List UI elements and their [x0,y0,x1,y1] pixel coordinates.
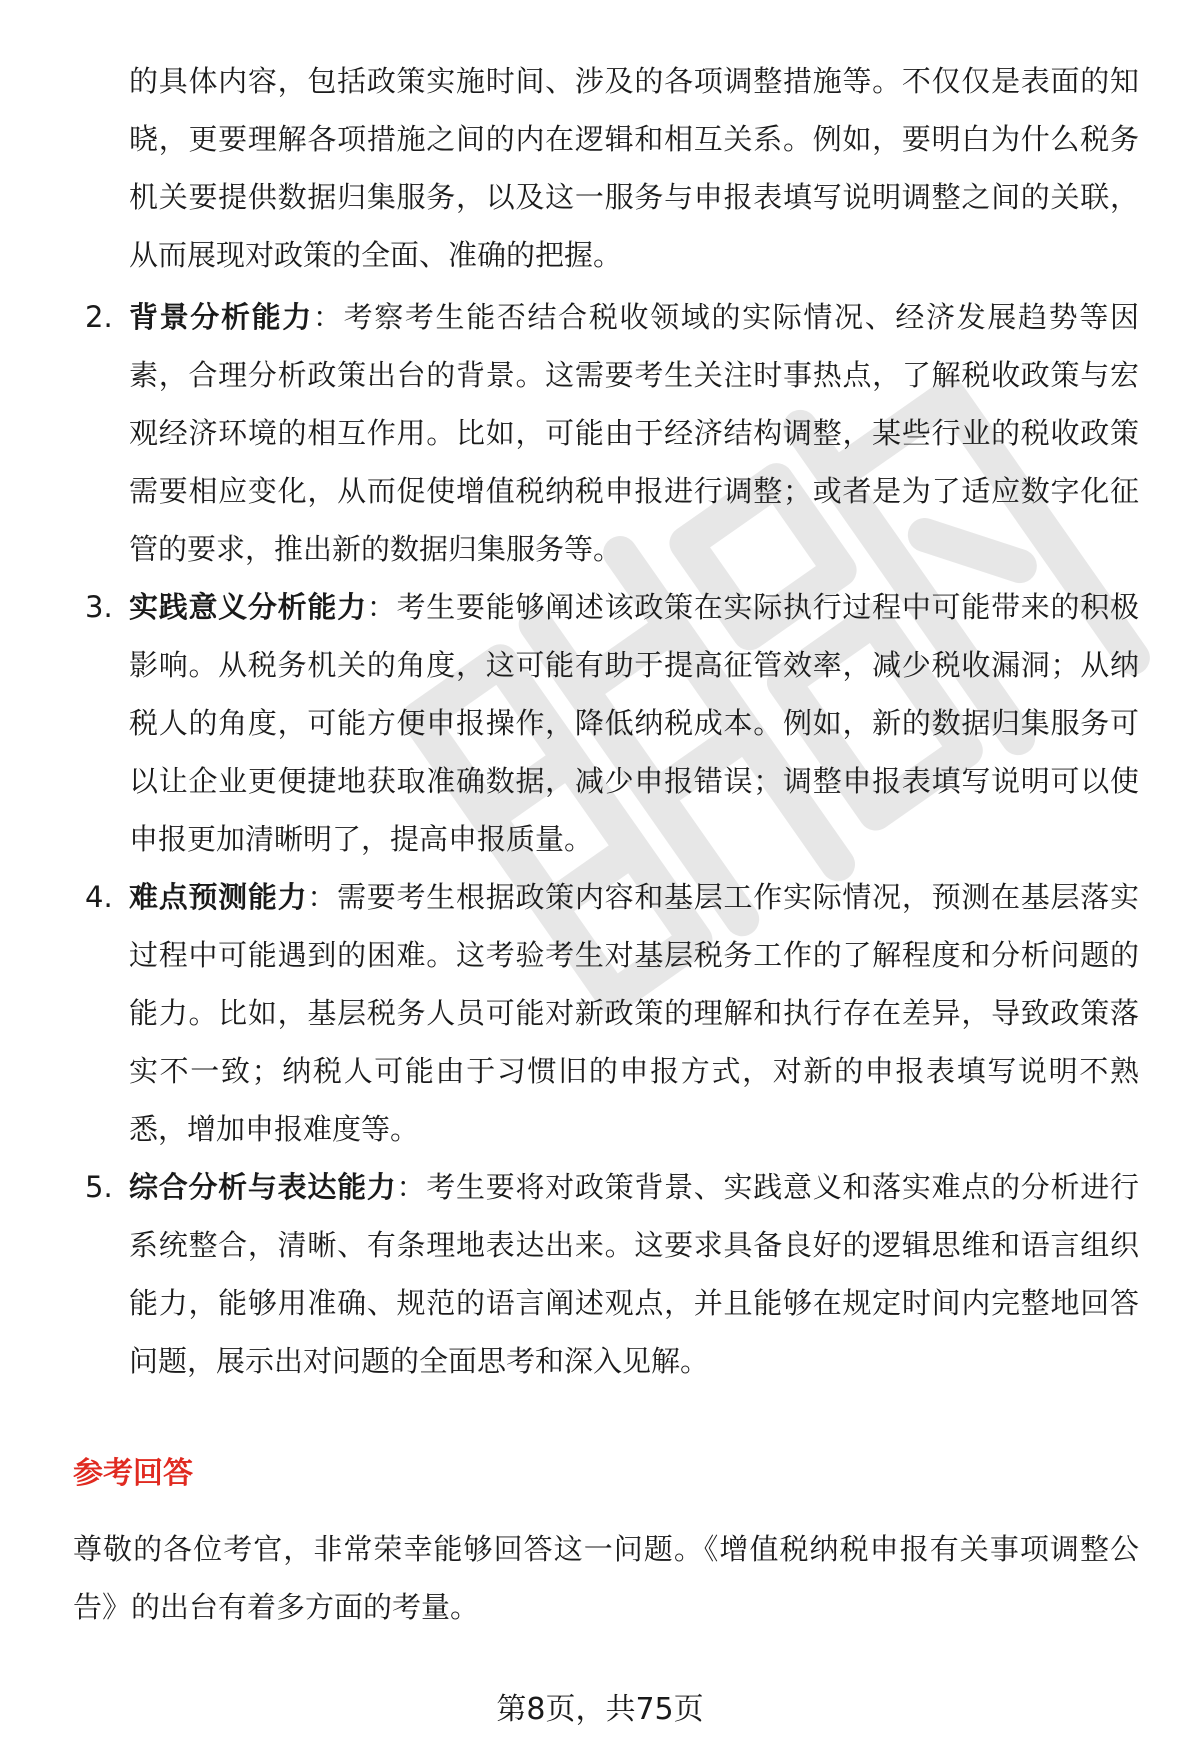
list-item-number: 3. [85,590,113,624]
list-item-title: 综合分析与表达能力 [129,1170,397,1204]
section-heading: 参考回答 [73,1456,193,1491]
list-item-number: 2. [85,300,113,334]
list-item-title: 背景分析能力 [129,300,313,334]
list-item-text: ：需要考生根据政策内容和基层工作实际情况，预测在基层落实过程中可能遇到的困难。这考验考生对基层税务工作的了解程度和分析问题的能力。比如，基层税务人员可能对新政策的理解和执行存在差异，导致政策落实不一致；纳税人可能由于习惯旧的申报方式，对新的申报表填写说明不熟悉，增加申报难度等。 [129,880,1139,1146]
continuation-paragraph: 的具体内容，包括政策实施时间、涉及的各项调整措施等。不仅仅是表面的知晓，更要理解各项措施之间的内在逻辑和相互关系。例如，要明白为什么税务机关要提供数据归集服务，以及这一服务与申报表填写说明调整之间的关联，从而展现对政策的全面、准确的把握。 [129,64,1139,272]
list-item [0,1158,1139,1390]
list-item-body [129,288,1139,578]
list-item-body [129,578,1139,868]
list-item-number: 5. [85,1170,113,1204]
list-item [0,288,1139,578]
page-number-footer: 第8页，共75页 [496,1692,704,1727]
answer-paragraph: 尊敬的各位考官，非常荣幸能够回答这一问题。《增值税纳税申报有关事项调整公告》的出台有着多方面的考量。 [73,1532,1139,1624]
list-item-text: ：考生要将对政策背景、实践意义和落实难点的分析进行系统整合，清晰、有条理地表达出来。这要求具备良好的逻辑思维和语言组织能力，能够用准确、规范的语言阐述观点，并且能够在规定时间内完整地回答问题，展示出对问题的全面思考和深入见解。 [129,1170,1139,1378]
list-item-title: 难点预测能力 [129,880,308,914]
list-item-body [129,868,1139,1158]
list-item-text: ：考察考生能否结合税收领域的实际情况、经济发展趋势等因素，合理分析政策出台的背景。这需要考生关注时事热点，了解税收政策与宏观经济环境的相互作用。比如，可能由于经济结构调整，某些行业的税收政策需要相应变化，从而促使增值税纳税申报进行调整；或者是为了适应数字化征管的要求，推出新的数据归集服务等。 [129,300,1139,566]
list-item-text: ：考生要能够阐述该政策在实际执行过程中可能带来的积极影响。从税务机关的角度，这可能有助于提高征管效率，减少税收漏洞；从纳税人的角度，可能方便申报操作，降低纳税成本。例如，新的数据归集服务可以让企业更便捷地获取准确数据，减少申报错误；调整申报表填写说明可以使申报更加清晰明了，提高申报质量。 [129,590,1139,856]
ability-list [0,288,1200,1390]
list-item [0,868,1139,1158]
list-item-number: 4. [85,880,113,914]
list-item-title: 实践意义分析能力 [129,590,367,624]
list-item-body [129,1158,1139,1390]
list-item [0,578,1139,868]
